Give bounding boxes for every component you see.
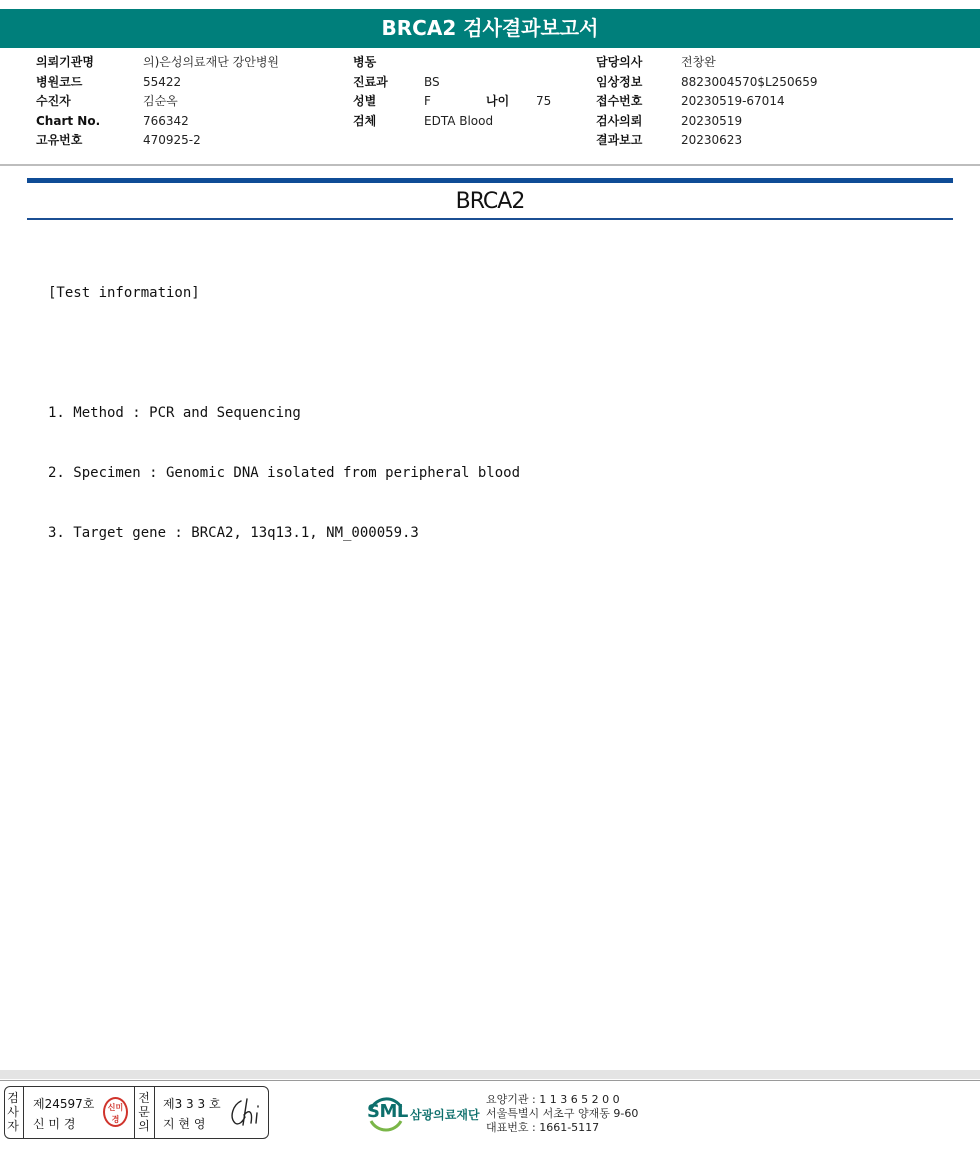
- info-row-patient-name: [36, 92, 279, 112]
- divider: [154, 1087, 155, 1138]
- value-specimen: EDTA Blood: [424, 113, 494, 128]
- info-row-sex-age: [353, 92, 551, 112]
- label-hospital-code: 병원코드: [36, 74, 83, 89]
- org-address: 서울특별시 서초구 양재동 9-60: [486, 1107, 639, 1120]
- specialist-label: 전문의: [138, 1091, 150, 1133]
- info-row-institution: [36, 53, 279, 73]
- value-hospital-code: 55422: [143, 74, 182, 89]
- value-institution: 의)은성의료재단 강안병원: [143, 55, 280, 69]
- info-row-unique-id: [36, 131, 279, 151]
- info-row-hospital-code: [36, 73, 279, 93]
- value-department: BS: [424, 74, 440, 89]
- label-ward: 병동: [353, 55, 377, 69]
- value-chart-no: 766342: [143, 113, 189, 128]
- org-name: 삼광의료재단: [410, 1108, 480, 1122]
- facility-code: 요양기관 : 1 1 3 6 5 2 0 0: [486, 1093, 620, 1106]
- logo-text: SML: [367, 1101, 408, 1122]
- divider: [134, 1087, 135, 1138]
- test-info-method: 1. Method : PCR and Sequencing: [48, 405, 301, 421]
- spacer: [48, 343, 520, 363]
- label-physician: 담당의사: [596, 55, 643, 69]
- label-patient-name: 수진자: [36, 94, 71, 108]
- examiner-label: 검사자: [7, 1091, 19, 1133]
- label-institution: 의뢰기관명: [36, 55, 94, 69]
- value-report-date: 20230623: [681, 133, 743, 147]
- info-row-ward: [353, 53, 551, 73]
- label-department: 진료과: [353, 74, 388, 89]
- value-clinical-info: 8823004570$L250659: [681, 74, 818, 89]
- label-sex: 성별: [353, 94, 377, 108]
- label-specimen: 검체: [353, 113, 377, 128]
- info-row-specimen: [353, 112, 551, 132]
- examiner-name: 신 미 경: [33, 1117, 76, 1131]
- report-title: BRCA2 검사결과보고서: [0, 9, 980, 48]
- value-request-date: 20230519: [681, 113, 743, 128]
- test-information: [48, 243, 520, 563]
- label-report-date: 결과보고: [596, 133, 643, 147]
- label-request-date: 검사의뢰: [596, 113, 643, 128]
- info-row-chart-no: [36, 112, 279, 132]
- specialist-license: 제3 3 3 호: [163, 1097, 221, 1111]
- section-title: BRCA2: [455, 189, 525, 214]
- value-age: 75: [536, 94, 552, 108]
- info-row-receipt-no: [596, 92, 817, 112]
- label-unique-id: 고유번호: [36, 133, 83, 147]
- value-receipt-no: 20230519-67014: [681, 94, 785, 108]
- test-info-heading: [Test information]: [48, 285, 200, 301]
- test-info-target-gene: 3. Target gene : BRCA2, 13q13.1, NM_000059.3: [48, 525, 419, 541]
- info-row-request-date: [596, 112, 817, 132]
- org-contact: [486, 1093, 638, 1135]
- examiner-license: 제24597호: [33, 1097, 95, 1111]
- org-phone: 대표번호 : 1661-5117: [486, 1121, 600, 1134]
- section-rule-bottom: [27, 218, 953, 220]
- info-row-report-date: [596, 131, 817, 151]
- label-age: 나이: [486, 94, 510, 108]
- value-unique-id: 470925-2: [143, 133, 201, 147]
- patient-info-col3: [596, 53, 817, 151]
- specialist-name: 지 현 영: [163, 1117, 206, 1131]
- value-physician: 전창완: [681, 55, 716, 69]
- signature-icon: [227, 1095, 267, 1129]
- value-sex: F: [424, 94, 431, 108]
- seal-text: 신미경: [107, 1103, 124, 1124]
- test-info-specimen: 2. Specimen : Genomic DNA isolated from peripheral blood: [48, 465, 521, 481]
- label-chart-no: Chart No.: [36, 113, 101, 128]
- examiner-seal: [103, 1097, 128, 1127]
- info-row-physician: [596, 53, 817, 73]
- patient-info-col1: [36, 53, 279, 151]
- info-row-department: [353, 73, 551, 93]
- value-patient-name: 김순옥: [143, 94, 178, 108]
- patient-info-col2: [353, 53, 551, 131]
- divider: [0, 164, 980, 166]
- divider: [23, 1087, 24, 1138]
- section-rule-top: [27, 178, 953, 183]
- info-row-clinical-info: [596, 73, 817, 93]
- footer-band: [0, 1070, 980, 1079]
- signature-box: [4, 1086, 269, 1139]
- footer-rule: [0, 1080, 980, 1081]
- label-receipt-no: 접수번호: [596, 94, 643, 108]
- label-clinical-info: 임상정보: [596, 74, 643, 89]
